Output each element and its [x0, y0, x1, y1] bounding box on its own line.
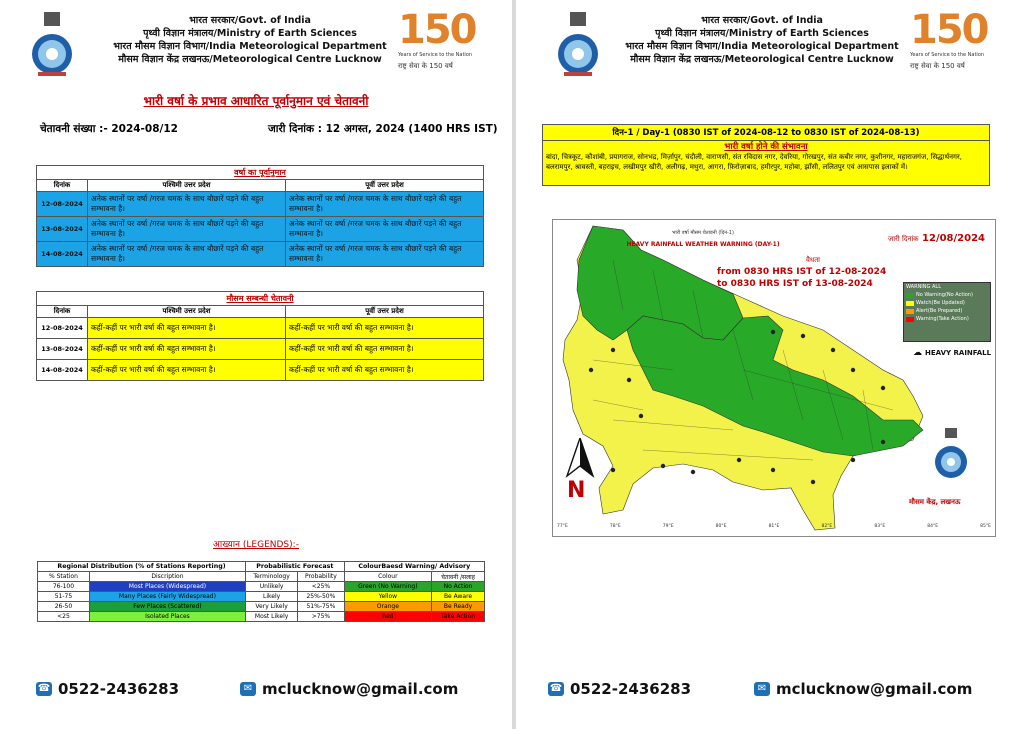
legend-description: Isolated Places [89, 612, 245, 622]
legend-colour: Orange [344, 602, 431, 612]
row-east: कहीं-कहीं पर भारी वर्षा की बहुत सम्भावना है। [286, 360, 484, 381]
ministry-line: पृथ्वी विज्ञान मंत्रालय/Ministry of Earth Sciences [655, 28, 869, 39]
legend-swatch [906, 301, 914, 306]
legend-terminology: Likely [245, 592, 297, 602]
email-contact [240, 680, 458, 698]
map-title-en: HEAVY RAINFALL WEATHER WARNING (DAY-1) [626, 241, 780, 248]
row-date: 14-08-2024 [37, 242, 88, 267]
logo-tagline-en: Years of Service to the Nation [398, 52, 473, 58]
col-west-up: पश्चिमी उत्तर प्रदेश [88, 306, 286, 318]
map-valid-from: from 0830 HRS IST of 12-08-2024 [717, 267, 887, 277]
heavy-rainfall-label: HEAVY RAINFALL [925, 349, 992, 357]
map-legend-label: Watch(Be Updated) [916, 300, 965, 306]
rainfall-forecast-table [36, 165, 484, 267]
map-issue-value: 12/08/2024 [922, 233, 985, 244]
legend-probability: >75% [298, 612, 344, 622]
longitude-tick: 77°E [557, 524, 568, 529]
legend-table [37, 561, 485, 622]
table-row [37, 192, 484, 217]
email-icon: ✉ [240, 682, 256, 696]
heavy-rainfall-key [913, 348, 991, 358]
legend-col-desc: Discription [89, 572, 245, 582]
logo-number: 150 [398, 7, 476, 53]
right-page [516, 0, 1024, 729]
legend-row [38, 582, 485, 592]
legend-row [38, 602, 485, 612]
govt-line: भारत सरकार/Govt. of India [701, 15, 823, 26]
legend-probability: 25%-50% [298, 592, 344, 602]
imd-line: भारत मौसम विज्ञान विभाग/India Meteorological Department [113, 41, 387, 52]
forecast-caption: वर्षा का पूर्वानुमान [37, 166, 484, 180]
row-west: कहीं-कहीं पर भारी वर्षा की बहुत सम्भावना है। [88, 360, 286, 381]
row-east: कहीं-कहीं पर भारी वर्षा की बहुत सम्भावना है। [286, 318, 484, 339]
table-row [37, 217, 484, 242]
day1-header: दिन-1 / Day-1 (0830 IST of 2024-08-12 to 0830 IST of 2024-08-13) [543, 125, 989, 141]
day1-subtitle: भारी वर्षा होने की संभावना [724, 142, 808, 152]
legend-station: <25 [38, 612, 90, 622]
col-date: दिनांक [37, 180, 88, 192]
legend-warning: Take Action [432, 612, 485, 622]
email-address: mclucknow@gmail.com [262, 680, 459, 698]
col-east-up: पूर्वी उत्तर प्रदेश [286, 180, 484, 192]
legend-terminology: Very Likely [245, 602, 297, 612]
map-legend-title: WARNING ALL [906, 284, 941, 290]
map-issue-date [888, 233, 985, 244]
map-legend-item [904, 299, 990, 307]
phone-contact [36, 680, 179, 698]
legend-col-colour: Colour [344, 572, 431, 582]
longitude-tick: 84°E [927, 524, 939, 529]
col-west-up: पश्चिमी उत्तर प्रदेश [88, 180, 286, 192]
legend-colour: Green (No Warning) [344, 582, 431, 592]
legend-group-probability: Probabilistic Forecast [245, 562, 344, 572]
map-legend-item [904, 307, 990, 315]
legend-warning: Be Aware [432, 592, 485, 602]
email-address: mclucknow@gmail.com [776, 680, 973, 698]
legend-description: Most Places (Widespread) [89, 582, 245, 592]
row-west: अनेक स्थानों पर वर्षा /गरज चमक के साथ बौछारें पड़ने की बहुत सम्भावना है। [88, 217, 286, 242]
legend-probability: <25% [298, 582, 344, 592]
email-icon: ✉ [754, 682, 770, 696]
north-arrow-icon [565, 438, 595, 478]
longitude-tick: 79°E [662, 524, 674, 529]
table-row [37, 318, 484, 339]
col-date: दिनांक [37, 306, 88, 318]
emblem-icon [30, 10, 74, 80]
legend-description: Few Places (Scattered) [89, 602, 245, 612]
legend-group-distribution: Regional Distribution (% of Stations Reporting) [38, 562, 246, 572]
district-list: बांदा, चित्रकूट, कौशांबी, प्रयागराज, सोनभद्र, मिर्ज़ापुर, चंदौली, वाराणसी, संत रविदास नगर, देवरिया, गोरखपुर, संत कबीर नगर, कुशीनगर, महाराजगंज, सिद्धार्थनगर, बलरामपुर, श्रावस्ती, बहराइच, लखीमपुर खीरी, अलीगढ़, मथुरा, आगरा, फ़िरोज़ाबाद, हमीरपुर, महोबा, झाँसी, ललितपुर एवं आसपास इलाकों में। [546, 153, 962, 171]
table-row [37, 242, 484, 267]
mc-emblem-icon [933, 428, 969, 484]
longitude-tick: 85°E [980, 524, 991, 529]
logo-tagline-hi: राष्ट्र सेवा के 150 वर्ष [910, 62, 965, 70]
warning-number: चेतावनी संख्या :- 2024-08/12 [40, 123, 178, 135]
legend-title: आख्यान (LEGENDS):- [213, 540, 299, 550]
legend-warning: No Action [432, 582, 485, 592]
day1-warning-box [542, 124, 990, 186]
row-west: अनेक स्थानों पर वर्षा /गरज चमक के साथ बौछारें पड़ने की बहुत सम्भावना है। [88, 242, 286, 267]
longitude-tick: 83°E [874, 524, 886, 529]
emblem-icon [556, 10, 600, 80]
longitude-ticks [553, 524, 995, 536]
map-valid-to: to 0830 HRS IST of 13-08-2024 [717, 279, 873, 289]
issue-date: जारी दिनांक : 12 अगस्त, 2024 (1400 HRS IST) [268, 123, 498, 135]
logo-150-years [398, 8, 498, 72]
table-row [37, 339, 484, 360]
centre-line: मौसम विज्ञान केंद्र लखनऊ/Meteorological Centre Lucknow [630, 54, 894, 65]
centre-line: मौसम विज्ञान केंद्र लखनऊ/Meteorological Centre Lucknow [118, 54, 382, 65]
map-legend-item [904, 315, 990, 323]
warning-caption: मौसम सम्बन्धी चेतावनी [37, 292, 484, 306]
imd-line: भारत मौसम विज्ञान विभाग/India Meteorological Department [625, 41, 899, 52]
document-title: भारी वर्षा के प्रभाव आधारित पूर्वानुमान एवं चेतावनी [143, 94, 369, 108]
mc-lucknow-label: मौसम केंद्र, लखनऊ [909, 498, 961, 506]
map-legend [903, 282, 991, 342]
legend-swatch [906, 309, 914, 314]
legend-col-prob: Probability [298, 572, 344, 582]
legend-row [38, 592, 485, 602]
phone-contact [548, 680, 691, 698]
legend-swatch [906, 317, 914, 322]
legend-station: 76-100 [38, 582, 90, 592]
logo-tagline-hi: राष्ट्र सेवा के 150 वर्ष [398, 62, 453, 70]
row-east: अनेक स्थानों पर वर्षा /गरज चमक के साथ बौछारें पड़ने की बहुत सम्भावना है। [286, 192, 484, 217]
north-label: N [567, 478, 586, 503]
legend-colour: Yellow [344, 592, 431, 602]
legend-row [38, 612, 485, 622]
map-validity-label: वैधता [806, 256, 820, 264]
phone-number: 0522-2436283 [570, 680, 692, 698]
legend-warning: Be Ready [432, 602, 485, 612]
rain-cloud-icon: ☁ [913, 348, 922, 358]
phone-icon: ☎ [37, 683, 51, 694]
legend-station: 51-75 [38, 592, 90, 602]
legend-col-station: % Station [38, 572, 90, 582]
header-text [612, 14, 912, 66]
logo-number: 150 [910, 7, 988, 53]
row-east: कहीं-कहीं पर भारी वर्षा की बहुत सम्भावना है। [286, 339, 484, 360]
legend-swatch [906, 293, 914, 298]
row-date: 12-08-2024 [37, 318, 88, 339]
warning-map [552, 219, 996, 537]
map-legend-item [904, 291, 990, 299]
legend-col-term: Terminology [245, 572, 297, 582]
page-header [516, 6, 1024, 78]
col-east-up: पूर्वी उत्तर प्रदेश [286, 306, 484, 318]
row-west: कहीं-कहीं पर भारी वर्षा की बहुत सम्भावना है। [88, 318, 286, 339]
map-issue-label: जारी दिनांक [888, 235, 919, 243]
longitude-tick: 80°E [715, 524, 727, 529]
govt-line: भारत सरकार/Govt. of India [189, 15, 311, 26]
logo-150-years [910, 8, 1010, 72]
longitude-tick: 81°E [768, 524, 780, 529]
row-west: अनेक स्थानों पर वर्षा /गरज चमक के साथ बौछारें पड़ने की बहुत सम्भावना है। [88, 192, 286, 217]
legend-colour: Red [344, 612, 431, 622]
weather-warning-table [36, 291, 484, 381]
row-date: 13-08-2024 [37, 339, 88, 360]
table-row [37, 360, 484, 381]
legend-probability: 51%-75% [298, 602, 344, 612]
legend-col-warn: चेतावनी /सलाह [432, 572, 485, 582]
legend-description: Many Places (Fairly Widespread) [89, 592, 245, 602]
map-legend-label: Warning(Take Action) [916, 316, 969, 322]
logo-tagline-en: Years of Service to the Nation [910, 52, 985, 58]
row-date: 14-08-2024 [37, 360, 88, 381]
longitude-tick: 82°E [821, 524, 833, 529]
phone-icon: ☎ [549, 683, 563, 694]
header-text [100, 14, 400, 66]
map-legend-label: Alert(Be Prepared) [916, 308, 963, 314]
row-west: कहीं-कहीं पर भारी वर्षा की बहुत सम्भावना है। [88, 339, 286, 360]
longitude-tick: 78°E [609, 524, 621, 529]
ministry-line: पृथ्वी विज्ञान मंत्रालय/Ministry of Earth Sciences [143, 28, 357, 39]
email-contact [754, 680, 972, 698]
row-east: अनेक स्थानों पर वर्षा /गरज चमक के साथ बौछारें पड़ने की बहुत सम्भावना है। [286, 242, 484, 267]
row-east: अनेक स्थानों पर वर्षा /गरज चमक के साथ बौछारें पड़ने की बहुत सम्भावना है। [286, 217, 484, 242]
phone-number: 0522-2436283 [58, 680, 180, 698]
legend-terminology: Most Likely [245, 612, 297, 622]
row-date: 12-08-2024 [37, 192, 88, 217]
map-legend-label: No Warning(No Action) [916, 292, 973, 298]
legend-terminology: Unlikely [245, 582, 297, 592]
page-header [0, 6, 512, 78]
row-date: 13-08-2024 [37, 217, 88, 242]
legend-group-colour: ColourBaesd Warning/ Advisory [344, 562, 484, 572]
map-title-hi: भारी वर्षा मौसम चेतावनी (दिन-1) [672, 230, 734, 236]
legend-station: 26-50 [38, 602, 90, 612]
